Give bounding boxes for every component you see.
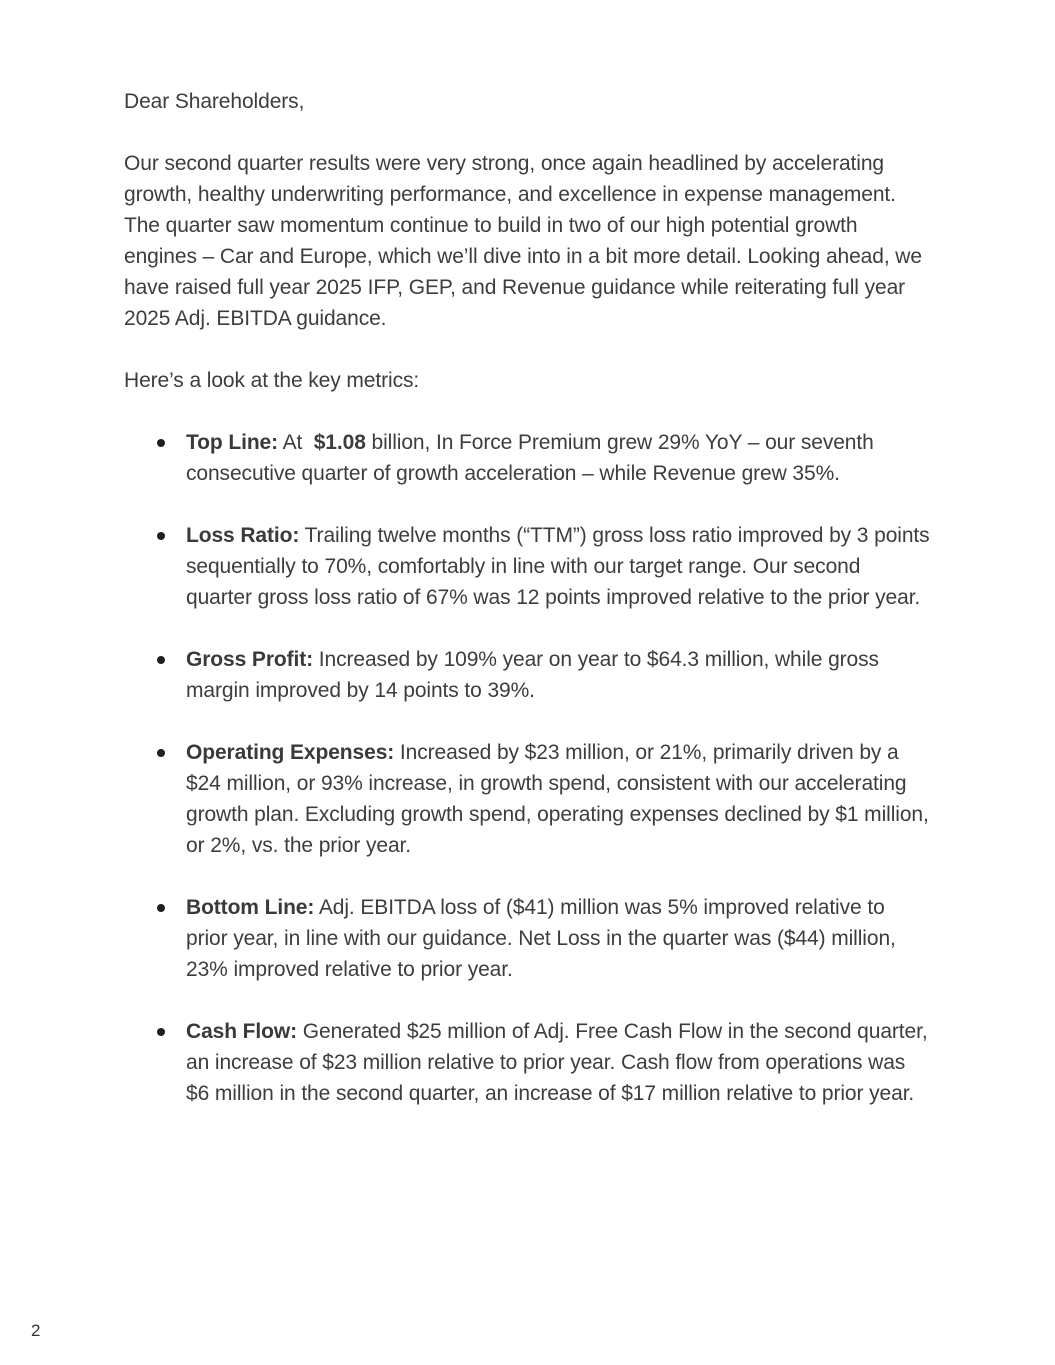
bullet-icon bbox=[157, 656, 165, 664]
bullet-icon bbox=[157, 532, 165, 540]
opening-paragraph: Our second quarter results were very strong, once again headlined by accelerating growth, healthy underwriting performance, and excellence in expense management. The quarter saw momentum continue to build in two of our high potential growth engines – Car and Europe, which we’ll dive into in a bit more detail. Looking ahead, we have raised full year 2025 IFP, GEP, and Revenue guidance while reiterating full year 2025 Adj. EBITDA guidance. bbox=[124, 152, 922, 330]
metric-text: Trailing twelve months (“TTM”) gross loss ratio improved by 3 points sequentially to 70%, comfortably in line with our target range. Our second quarter gross loss ratio of 67% was 12 points improved relative to the prior year. bbox=[186, 524, 930, 609]
metric-text: Adj. EBITDA loss of ($41) million was 5% improved relative to prior year, in line with our guidance. Net Loss in the quarter was ($44) million, 23% improved relative to prior year. bbox=[186, 896, 896, 981]
bullet-icon bbox=[157, 904, 165, 912]
metric-highlight-value: $1.08 bbox=[313, 431, 366, 454]
metric-bottom-line bbox=[124, 892, 930, 985]
letter-body bbox=[124, 86, 930, 1140]
metric-top-line bbox=[124, 427, 930, 489]
metric-loss-ratio bbox=[124, 520, 930, 613]
metric-text: Increased by $23 million, or 21%, primarily driven by a $24 million, or 93% increase, in growth spend, consistent with our accelerating growth plan. Excluding growth spend, operating expenses declined by $1 million, or 2%, vs. the prior year. bbox=[186, 741, 929, 857]
metric-text: billion, In Force Premium grew 29% YoY – our seventh consecutive quarter of growth acceleration – while Revenue grew 35%. bbox=[186, 431, 874, 485]
metric-term: Bottom Line: bbox=[186, 896, 315, 919]
metrics-intro: Here’s a look at the key metrics: bbox=[124, 369, 420, 392]
metric-gross-profit bbox=[124, 644, 930, 706]
metric-text: Generated $25 million of Adj. Free Cash Flow in the second quarter, an increase of $23 million relative to prior year. Cash flow from operations was $6 million in the second quarter, an increase of $17 million relative to prior year. bbox=[186, 1020, 928, 1105]
metric-cash-flow bbox=[124, 1016, 930, 1109]
salutation: Dear Shareholders, bbox=[124, 90, 305, 113]
metric-term: Gross Profit: bbox=[186, 648, 314, 671]
metric-text: Increased by 109% year on year to $64.3 million, while gross margin improved by 14 points to 39%. bbox=[186, 648, 879, 702]
metric-term: Operating Expenses: bbox=[186, 741, 395, 764]
page-number: 2 bbox=[31, 1321, 41, 1340]
metric-text: At bbox=[278, 431, 314, 454]
metric-operating-expenses bbox=[124, 737, 930, 861]
metric-term: Loss Ratio: bbox=[186, 524, 300, 547]
bullet-icon bbox=[157, 439, 165, 447]
bullet-icon bbox=[157, 749, 165, 757]
metric-term: Top Line: bbox=[186, 431, 279, 454]
key-metrics-list bbox=[124, 427, 930, 1109]
metric-term: Cash Flow: bbox=[186, 1020, 298, 1043]
bullet-icon bbox=[157, 1028, 165, 1036]
